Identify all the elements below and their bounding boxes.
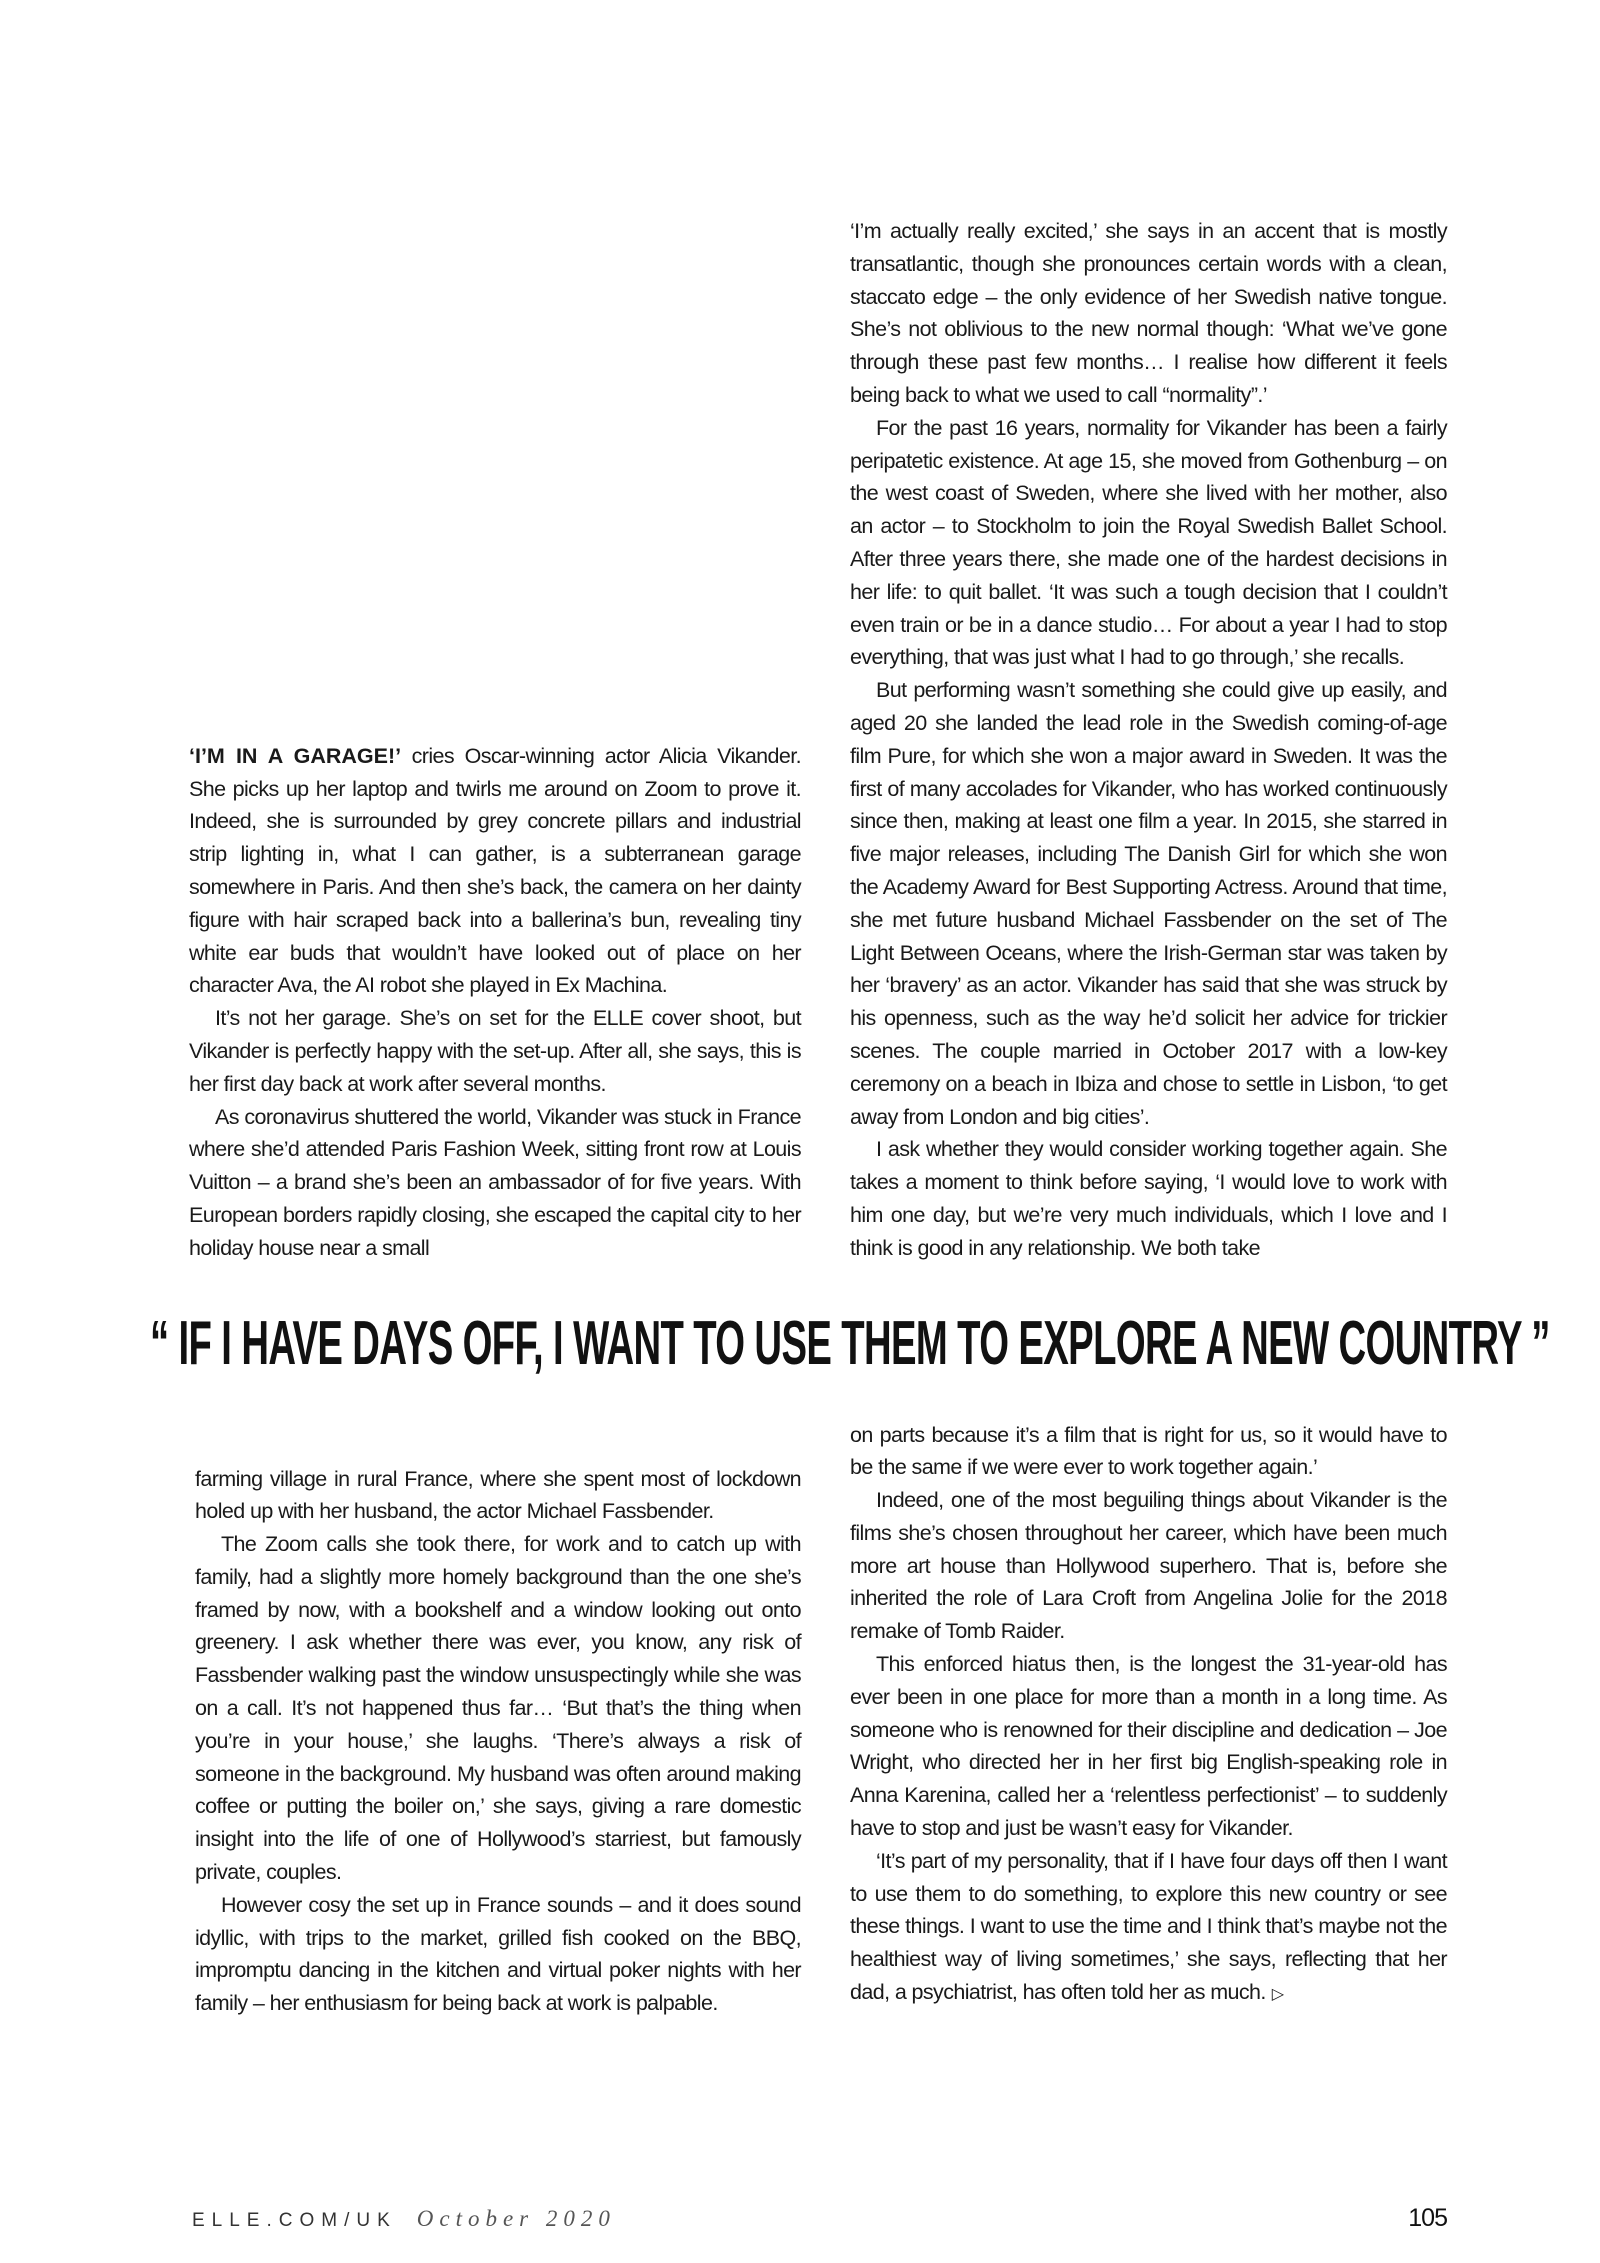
pull-quote: “ IF I HAVE DAYS OFF, I WANT TO USE THEM TO EXPLORE A NEW COUNTRY ” [150, 1308, 1550, 1378]
footer-issue-date: October 2020 [416, 2206, 616, 2231]
paragraph [850, 1845, 1447, 2012]
paragraph: This enforced hiatus then, is the longest the 31-year-old has ever been in one place for more than a month in a long time. As someone who is renowned for their discipline and dedication – Joe Wright, who directed her in her first big English-speaking role in Anna Karenina, called her a ‘relentless perfectionist’ – to suddenly have to stop and just be wasn’t easy for Vikander. [850, 1652, 1447, 1841]
paragraph: For the past 16 years, normality for Vikander has been a fairly peripatetic existence. At age 15, she moved from Gothenburg – on the west coast of Sweden, where she lived with her mother, also an actor – to Stockholm to join the Royal Swedish Ballet School. After three years there, she made one of the hardest decisions in her life: to quit ballet. ‘It was such a tough decision that I couldn’t even train or be in a dance studio… For about a year I had to stop everything, that was just what I had to go through,’ she recalls. [850, 415, 1447, 670]
paragraph: on parts because it’s a film that is right for us, so it would have to be the same if we were ever to work together again.’ [850, 1422, 1447, 1480]
article-column-top-right [850, 215, 1447, 1265]
page-footer [189, 2164, 1447, 2233]
lead-in: ‘I’M IN A GARAGE!’ [189, 743, 402, 768]
top-columns [189, 215, 1447, 1265]
paragraph: However cosy the set up in France sounds – and it does sound idyllic, with trips to the market, grilled fish cooked on the BBQ, impromptu dancing in the kitchen and virtual poker nights with her family – her enthusiasm for being back at work is palpable. [195, 1892, 801, 2016]
opening-paragraph [189, 740, 801, 1002]
article-column-bottom-right [850, 1419, 1447, 2012]
paragraph: farming village in rural France, where she spent most of lockdown holed up with her husband, the actor Michael Fassbender. [195, 1466, 801, 1524]
paragraph: Indeed, one of the most beguiling things about Vikander is the films she’s chosen throughout her career, which have been much more art house than Hollywood superhero. That is, before she inherited the role of Lara Croft from Angelina Jolie for the 2018 remake of Tomb Raider. [850, 1488, 1447, 1644]
paragraph-text: cries Oscar-winning actor Alicia Vikander. She picks up her laptop and twirls me around on Zoom to prove it. Indeed, she is surrounded by grey concrete pillars and industrial strip lighting in, what I can gather, is a subterranean garage somewhere in Paris. And then she’s back, the camera on her dainty figure with hair scraped back into a ballerina’s bun, revealing tiny white ear buds that wouldn’t have looked out of place on her character Ava, the AI robot she played in Ex Machina. [189, 743, 801, 998]
pull-quote-container [150, 1309, 1550, 1379]
article-column-bottom-left [195, 1463, 801, 2021]
end-of-page-triangle-icon: ▷ [1271, 1986, 1284, 2004]
paragraph: But performing wasn’t something she could give up easily, and aged 20 she landed the lead role in the Swedish coming-of-age film Pure, for which she won a major award in Sweden. It was the first of many accolades for Vikander, who has worked continuously since then, making at least one film a year. In 2015, she starred in five major releases, including The Danish Girl for which she won the Academy Award for Best Supporting Actress. Around that time, she met future husband Michael Fassbender on the set of The Light Between Oceans, where the Irish-German star was taken by her ‘bravery’ as an actor. Vikander has said that she was struck by his openness, such as the way he’d solicit her advice for trickier scenes. The couple married in October 2017 with a low-key ceremony on a beach in Ibiza and chose to settle in Lisbon, ‘to get away from London and big cities’. [850, 678, 1447, 1129]
paragraph: As coronavirus shuttered the world, Vikander was stuck in France where she’d attended Paris Fashion Week, sitting front row at Louis Vuitton – a brand she’s been an ambassador of for five years. With European borders rapidly closing, she escaped the capital city to her holiday house near a small [189, 1104, 801, 1260]
paragraph-text: ‘It’s part of my personality, that if I have four days off then I want to use them to do something, to explore this new country or see these things. I want to use the time and I think that’s maybe not the healthiest way of living sometimes,’ she says, reflecting that her dad, a psychiatrist, has often told her as much. [850, 1848, 1447, 2005]
article-column-top-left [189, 740, 801, 1265]
paragraph: ‘I’m actually really excited,’ she says in an accent that is mostly transatlantic, though she pronounces certain words with a clean, staccato edge – the only evidence of her Swedish native tongue. She’s not oblivious to the new normal though: ‘What we’ve gone through these past few months… I realise how different it feels being back to what we used to call “normality”.’ [850, 219, 1447, 407]
paragraph: I ask whether they would consider working together again. She takes a moment to think before saying, ‘I would love to work with him one day, but we’re very much individuals, which I love and I think is good in any relationship. We both take [850, 1137, 1447, 1260]
paragraph: It’s not her garage. She’s on set for the ELLE cover shoot, but Vikander is perfectly happy with the set-up. After all, she says, this is her first day back at work after several months. [189, 1006, 801, 1096]
paragraph: The Zoom calls she took there, for work and to catch up with family, had a slightly more homely background than the one she’s framed by now, with a bookshelf and a window looking out onto greenery. I ask whether there was ever, you know, any risk of Fassbender walking past the window unsuspectingly while she was on a call. It’s not happened thus far… ‘But that’s the thing when you’re in your house,’ she laughs. ‘There’s always a risk of someone in the background. My husband was often around making coffee or putting the boiler on,’ she says, giving a rare domestic insight into the life of one of Hollywood’s starriest, but famously private, couples. [195, 1532, 801, 1885]
bottom-columns [189, 1419, 1447, 2021]
page-number: 105 [1408, 2204, 1447, 2232]
footer-site: ELLE.COM/UK [192, 2210, 397, 2231]
